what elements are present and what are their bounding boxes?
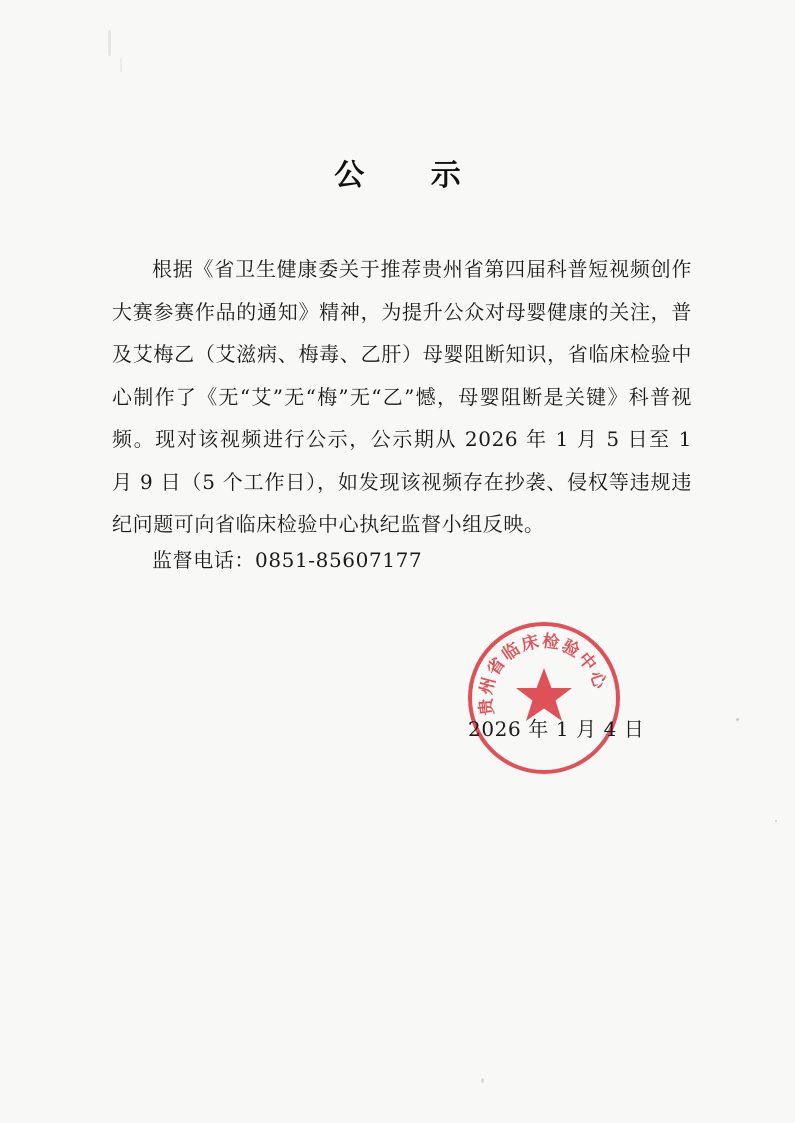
notice-paragraph: 根据《省卫生健康委关于推荐贵州省第四届科普短视频创作大赛参赛作品的通知》精神，为提升公众对母婴健康的关注，普及艾梅乙（艾滋病、梅毒、乙肝）母婴阻断知识，省临床检验中心制作了《无“艾”无“梅”无“乙”憾，母婴阻断是关键》科普视频。现对该视频进行公示，公示期从 2026 年 1 月 5 日至 1 月 9 日（5 个工作日），如发现该视频存在抄袭、侵权等违规违纪问题可向省临床检验中心执纪监督小组反映。: [112, 257, 692, 536]
scan-mark: [481, 1078, 484, 1083]
issue-date: 2026 年 1 月 4 日: [468, 717, 645, 741]
scan-mark: [120, 58, 122, 72]
scan-mark: [775, 820, 777, 822]
scan-mark: [108, 30, 111, 56]
supervision-phone: 监督电话：0851-85607177: [152, 548, 423, 572]
seal-text: 贵州省临床检验中心: [475, 631, 611, 717]
scan-mark: [736, 718, 739, 721]
official-seal: [466, 620, 622, 776]
page-title: 公 示: [334, 158, 489, 193]
